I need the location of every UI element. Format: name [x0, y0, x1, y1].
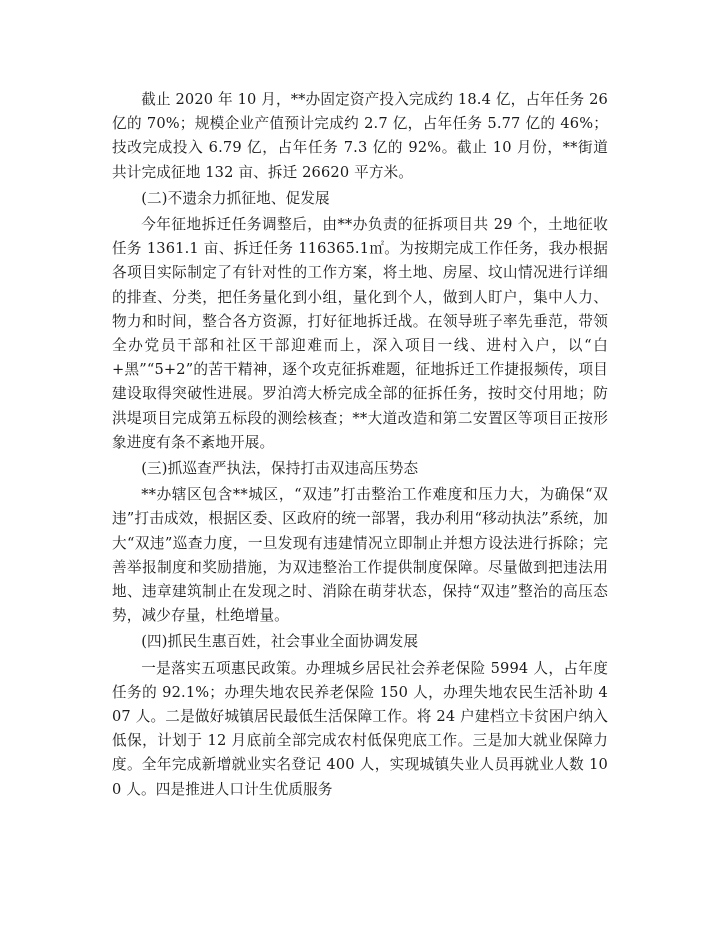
- section-heading-2: (二)不遗余力抓征地、促发展: [141, 189, 330, 207]
- paragraph-investment-summary: 截止 2020 年 10 月，**办固定资产投入完成约 18.4 亿，占年任务 26 亿的 70%；规模企业产值预计完成约 2.7 亿，占年任务 5.77 亿的 46%；技改完成投入 6.79 亿，占年任务 7.3 亿的 92%。截止 10 月份，**街道共计完成征地 132 亩、拆迁 26620 平方米。: [112, 91, 608, 181]
- paragraph-livelihood: 一是落实五项惠民政策。办理城乡居民社会养老保险 5994 人，占年度任务的 92.1%；办理失地农民养老保险 150 人，办理失地农民生活补助 407 人。二是做好城镇居民最低生活保障工作。将 24 户建档立卡贫困户纳入低保，计划于 12 月底前全部完成农村低保兜底工作。三是加大就业保障力度。全年完成新增就业实名登记 400 人，实现城镇失业人员再就业人数 100 人。四是推进人口计生优质服务: [112, 659, 608, 798]
- paragraph-land-acquisition: 今年征地拆迁任务调整后，由**办负责的征拆项目共 29 个，土地征收任务 1361.1 亩、拆迁任务 116365.1㎡。为按期完成工作任务，我办根据各项目实际制定了有针对性的工作方案，将土地、房屋、坟山情况进行详细的排查、分类，把任务量化到小组，量化到个人，做到人盯户，集中人力、物力和时间，整合各方资源，打好征地拆迁战。在领导班子率先垂范，带领全办党员干部和社区干部迎难而上，深入项目一线、进村入户，以“白+黑”“5+2”的苦干精神，逐个攻克征拆难题，征地拆迁工作捷报频传，项目建设取得突破性进展。罗泊湾大桥完成全部的征拆任务，按时交付用地；防洪堤项目完成第五标段的测绘核查；**大道改造和第二安置区等项目正按形象进度有条不紊地开展。: [112, 216, 608, 451]
- section-heading-4: (四)抓民生惠百姓，社会事业全面协调发展: [141, 633, 419, 651]
- paragraph-enforcement: **办辖区包含**城区，“双违”打击整治工作难度和压力大，为确保“双违”打击成效，根据区委、区政府的统一部署，我办利用“移动执法”系统，加大“双违”巡查力度，一旦发现有违建情况立即制止并想方设法进行拆除；完善举报制度和奖励措施，为双违整治工作提供制度保障。尽量做到把违法用地、违章建筑制止在发现之时、消除在萌芽状态，保持“双违”整治的高压态势，减少存量，杜绝增量。: [112, 486, 608, 625]
- document-page: [112, 88, 608, 802]
- section-heading-3: (三)抓巡查严执法，保持打击双违高压势态: [141, 460, 419, 478]
